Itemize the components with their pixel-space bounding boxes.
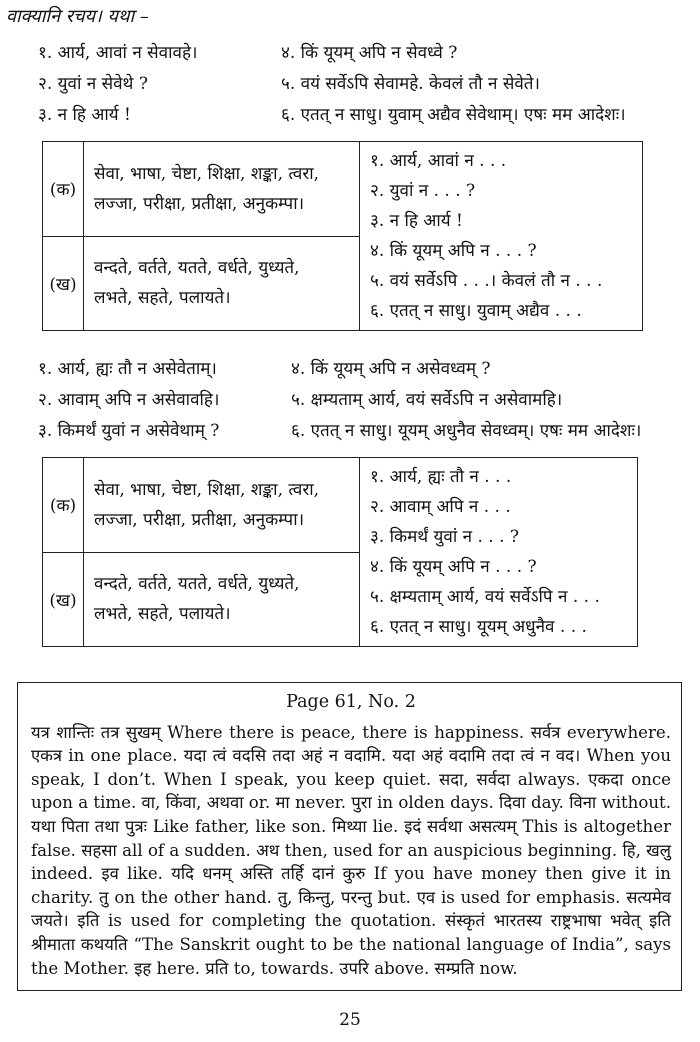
notes-title: Page 61, No. 2 bbox=[286, 692, 416, 712]
word-list-k bbox=[84, 142, 360, 237]
sentence-line: १. आर्य, आवां न . . . bbox=[370, 151, 507, 171]
word-line: वन्दते, वर्तते, यतते, वर्धते, युध्यते, bbox=[94, 258, 300, 279]
word-list-kh bbox=[84, 236, 360, 331]
example-sentence: ४. किं यूयम् अपि न सेवध्वे ? bbox=[281, 43, 458, 63]
example-sentence: ३. न हि आर्य ! bbox=[38, 105, 131, 125]
example-sentence: २. आवाम् अपि न असेवावहि। bbox=[38, 390, 220, 410]
sentence-line: ५. क्षम्यताम् आर्य, वयं सर्वेऽपि न . . . bbox=[370, 587, 600, 607]
example-sentence: ५. क्षम्यताम् आर्य, वयं सर्वेऽपि न असेवामहि। bbox=[291, 390, 563, 410]
example-row bbox=[38, 40, 678, 71]
example-row bbox=[38, 418, 678, 449]
sentence-line: ४. किं यूयम् अपि न . . . ? bbox=[370, 241, 537, 261]
example-sentence: ६. एतत् न साधु। यूयम् अधुनैव सेवध्वम्। एषः मम आदेशः। bbox=[291, 421, 642, 441]
word-line: लभते, सहते, पलायते। bbox=[94, 604, 231, 625]
sentence-line: १. आर्य, ह्यः तौ न . . . bbox=[370, 467, 512, 487]
example-sentence: ५. वयं सर्वेऽपि सेवामहे. केवलं तौ न सेवेते। bbox=[281, 74, 540, 94]
row-label-k: (क) bbox=[43, 458, 84, 553]
sentence-line: ६. एतत् न साधु। युवाम् अद्यैव . . . bbox=[370, 301, 582, 321]
example-sentences-1 bbox=[38, 40, 678, 133]
example-row bbox=[38, 71, 678, 102]
sentence-list bbox=[360, 458, 638, 647]
word-line: लज्जा, परीक्षा, प्रतीक्षा, अनुकम्पा। bbox=[94, 193, 305, 214]
sentence-line: ४. किं यूयम् अपि न . . . ? bbox=[370, 557, 537, 577]
sentence-line: ३. किमर्थं युवां न . . . ? bbox=[370, 527, 520, 547]
word-line: वन्दते, वर्तते, यतते, वर्धते, युध्यते, bbox=[94, 574, 300, 595]
example-row bbox=[38, 102, 678, 133]
sentence-line: ३. न हि आर्य ! bbox=[370, 211, 463, 231]
exercise-table-1 bbox=[42, 141, 643, 331]
word-line: सेवा, भाषा, चेष्टा, शिक्षा, शङ्का, त्वरा, bbox=[94, 163, 320, 184]
example-sentence: ४. किं यूयम् अपि न असेवध्वम् ? bbox=[291, 359, 491, 379]
example-sentence: २. युवां न सेवेथे ? bbox=[38, 74, 148, 94]
row-label-kh: (ख) bbox=[43, 552, 84, 647]
example-sentence: १. आर्य, आवां न सेवावहे। bbox=[38, 43, 198, 63]
sentence-line: ५. वयं सर्वेऽपि . . .। केवलं तौ न . . . bbox=[370, 271, 603, 291]
example-sentence: ६. एतत् न साधु। युवाम् अद्यैव सेवेथाम्। एषः मम आदेशः। bbox=[281, 105, 626, 125]
row-label-k: (क) bbox=[43, 142, 84, 237]
word-line: लभते, सहते, पलायते। bbox=[94, 288, 231, 309]
exercise-heading: वाक्यानि रचय। यथा – bbox=[6, 6, 149, 27]
sentence-line: २. युवां न . . . ? bbox=[370, 181, 476, 201]
word-line: सेवा, भाषा, चेष्टा, शिक्षा, शङ्का, त्वरा, bbox=[94, 479, 320, 500]
word-list-k bbox=[84, 458, 360, 553]
exercise-table-2 bbox=[42, 457, 638, 647]
vocabulary-notes-box bbox=[17, 682, 682, 991]
page-number: 25 bbox=[339, 1010, 361, 1030]
word-line: लज्जा, परीक्षा, प्रतीक्षा, अनुकम्पा। bbox=[94, 509, 305, 530]
example-row bbox=[38, 356, 678, 387]
word-list-kh bbox=[84, 552, 360, 647]
example-sentence: १. आर्य, ह्यः तौ न असेवेताम्। bbox=[38, 359, 217, 379]
row-label-kh: (ख) bbox=[43, 236, 84, 331]
example-sentence: ३. किमर्थं युवां न असेवेथाम् ? bbox=[38, 421, 220, 441]
sentence-list bbox=[360, 142, 643, 331]
notes-body: यत्र शान्तिः तत्र सुखम् Where there is peace, there is happiness. सर्वत्र everywhere. एकत्र in one place. यदा त्वं वदसि तदा अहं न वदामि. यदा अहं वदामि तदा त्वं न वद। When you speak, I don’t. When I speak, you keep quiet. सदा, सर्वदा always. एकदा once upon a time. वा, किंवा, अथवा or. मा never. पुरा in olden days. दिवा day. विना without. यथा पिता तथा पुत्रः Like father, like son. मिथ्या lie. इदं सर्वथा असत्यम् This is altogether false. सहसा all of a sudden. अथ then, used for an auspicious beginning. हि, खलु indeed. इव like. यदि धनम् अस्ति तर्हि दानं कुरु If you have money then give it in charity. तु on the other hand. तु, किन्तु, परन्तु but. एव is used for emphasis. सत्यमेव जयते। इति is used for completing the quotation. संस्कृतं भारतस्य राष्ट्रभाषा भवेत् इति श्रीमाता कथयति “The Sanskrit ought to be the national language of India”, says the Mother. इह here. प्रति to, towards. उपरि above. सम्प्रति now. bbox=[31, 722, 672, 978]
sentence-line: ६. एतत् न साधु। यूयम् अधुनैव . . . bbox=[370, 617, 587, 637]
sentence-line: २. आवाम् अपि न . . . bbox=[370, 497, 511, 517]
example-sentences-2 bbox=[38, 356, 678, 449]
example-row bbox=[38, 387, 678, 418]
